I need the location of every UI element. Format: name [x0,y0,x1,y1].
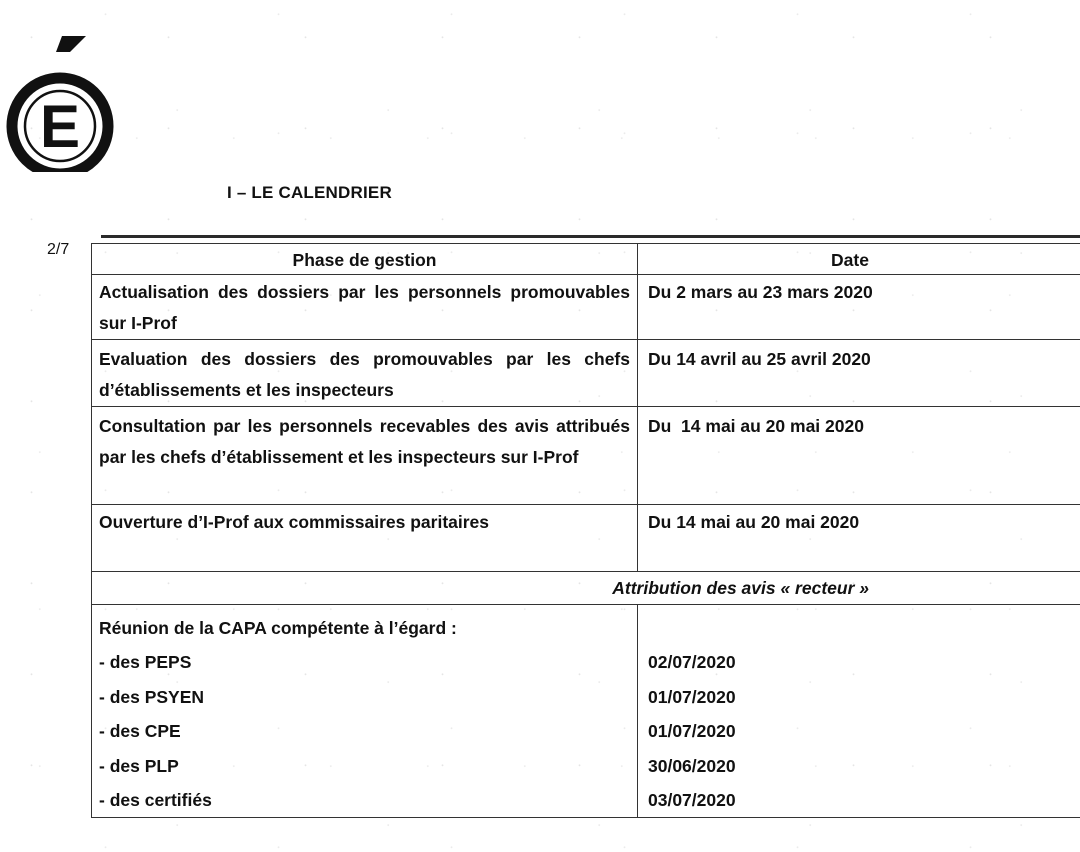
table-row [92,275,1080,340]
capa-item-date: 01/07/2020 [648,721,736,742]
date-cell [638,275,1080,340]
top-rule [101,235,1080,238]
date-cell [638,505,1080,572]
phase-cell [92,407,638,505]
capa-item-date: 30/06/2020 [648,755,736,776]
capa-row [92,605,1080,818]
section-heading-row [92,572,1080,605]
phase-cell [92,340,638,407]
table-row [92,340,1080,407]
capa-item-date: 03/07/2020 [648,790,736,811]
capa-item-date: 02/07/2020 [648,652,736,673]
capa-phase-cell [92,605,638,818]
date-text: Du 14 mai au 20 mai 2020 [648,416,864,436]
date-cell [638,340,1080,407]
section-title: I – LE CALENDRIER [227,183,392,202]
logo-letter: E [39,93,81,160]
phase-cell [92,505,638,572]
date-text: Du 14 avril au 25 avril 2020 [648,349,871,369]
column-header-phase: Phase de gestion [92,244,638,275]
capa-item-date: 01/07/2020 [648,686,736,707]
capa-item-label: - des CPE [99,721,181,742]
date-text: Du 2 mars au 23 mars 2020 [648,282,873,302]
education-nationale-logo [0,36,120,172]
capa-intro: Réunion de la CAPA compétente à l’égard : [99,618,457,638]
phase-text: Actualisation des dossiers par les personnels promouvables sur I-Prof [99,282,630,333]
section-heading: Attribution des avis « recteur » [612,577,869,598]
capa-item-label: - des PEPS [99,652,192,673]
capa-item-label: - des PSYEN [99,686,205,707]
phase-text: Ouverture d’I-Prof aux commissaires paritaires [99,512,490,532]
column-header-date: Date [638,244,1080,275]
table-row [92,505,1080,572]
page-number: 2/7 [47,241,70,258]
capa-date-cell [638,605,1080,818]
phase-cell [92,275,638,340]
date-cell [638,407,1080,505]
capa-item-label: - des PLP [99,755,179,776]
table-row [92,407,1080,505]
section-heading-cell [92,572,1080,605]
capa-date-spacer [645,611,1080,645]
phase-text: Evaluation des dossiers des promouvables par les chefs d’établissements et les inspecteurs [99,349,630,400]
capa-item-label: - des certifiés [99,790,212,811]
phase-text: Consultation par les personnels recevables des avis attribués par les chefs d’établissement et les inspecteurs sur I-Prof [99,416,630,467]
calendar-table [91,243,1080,818]
date-text: Du 14 mai au 20 mai 2020 [648,512,860,532]
table-header-row [92,244,1080,275]
